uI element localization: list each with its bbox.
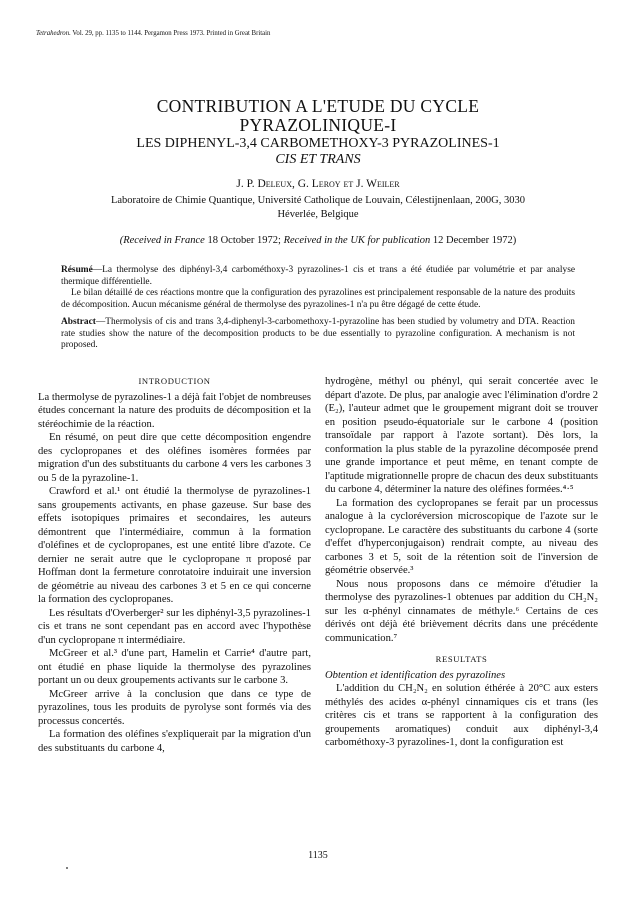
abstract-paragraph xyxy=(61,317,575,352)
right-paragraph-1: hydrogène, méthyl ou phényl, qui serait concertée avec le départ d'azote. De plus, par analogie avec l'élimination d'ordre 2 (E₂), l'auteur admet que le groupement migrant doit se trouver en position pseudo-équatoriale sur le carbone 4 (position transoïdale par rapport à l'azote sortant). Dès lors, la conformation la plus stable de la pyrazoline décomposée prend une grande importance et peut même, en tenant compte de l'aptitude migrationnelle propre de chacun des deux substituants du carbone 4, déterminer la nature des oléfines formées.⁴·⁵ xyxy=(325,376,598,495)
right-paragraph-3: Nous nous proposons dans ce mémoire d'étudier la thermolyse des pyrazolines-1 obtenues par addition du CH₂N₂ sur les α-phényl cinnamates de méthyle.⁶ Certains de ces dérivés ont déjà été brièvement décrits dans une précédente communication.⁷ xyxy=(325,578,598,644)
results-subheading: Obtention et identification des pyrazolines xyxy=(325,669,506,681)
intro-paragraph-1: La thermolyse de pyrazolines-1 a déjà fait l'objet de nombreuses études concernant la nature des produits de décomposition et la stéréochimie de la réaction. xyxy=(38,391,311,430)
paper-subtitle-2: CIS ET TRANS xyxy=(275,152,361,167)
intro-paragraph-4: Les résultats d'Overberger² sur les diphényl-3,5 pyrazolines-1 cis et trans ne sont cependant pas en accord avec l'hypothèse d'un cyclopropane π intermédiaire. xyxy=(38,607,311,646)
page-number: 1135 xyxy=(308,850,328,861)
affiliation-line-2: Héverlée, Belgique xyxy=(277,209,359,220)
journal-citation xyxy=(36,30,270,37)
paper-subtitle: LES DIPHENYL-3,4 CARBOMETHOXY-3 PYRAZOLINES-1 xyxy=(136,136,500,151)
intro-paragraph-5: McGreer et al.³ d'une part, Hamelin et Carrie⁴ d'autre part, ont étudié en phase liquide la thermolyse des pyrazolines portant un ou deux groupements activants sur le carbone 3. xyxy=(38,648,311,686)
intro-paragraph-3: Crawford et al.¹ ont étudié la thermolyse de pyrazolines-1 sans groupements activants, en phase gazeuse. Sur base des effets isotopiques primaires et secondaires, les auteurs démontrent que l'intermédiaire, commun à la formation d'oléfines et de cyclopropanes, est une entité libre d'azote. Ce dernier ne serait autre que le cyclopropane π proposé par Hoffman dont la fermeture conrotatoire induirait une inversion de géométrie au niveau des carbones 3 et 5 en ce qui concerne la formation des cyclopropanes. xyxy=(38,486,311,605)
resume-paragraph-2: Le bilan détaillé de ces réactions montre que la configuration des pyrazolines est principalement responsable de la nature des produits de décomposition. Aucun mécanisme général de thermolyse des pyrazolines-1 n'a pu être dégagé de cette étude. xyxy=(61,288,575,310)
received-date-2: 12 December 1972) xyxy=(430,235,517,246)
intro-paragraph-7: La formation des oléfines s'expliquerait par la migration d'un des substituants du carbone 4, xyxy=(38,729,311,754)
paper-title xyxy=(40,97,596,135)
resume-paragraph-1 xyxy=(61,265,575,288)
left-column xyxy=(38,375,311,755)
received-label-1: (Received in France xyxy=(119,235,205,246)
resume-label: Résumé xyxy=(61,265,93,275)
abstract-block xyxy=(61,317,575,352)
received-label-2: Received in the UK for publication xyxy=(283,235,431,246)
introduction-heading: INTRODUCTION xyxy=(138,376,211,386)
results-paragraph-1: L'addition du CH₂N₂ en solution éthérée à 20°C aux esters méthylés des acides α-phényl cinnamiques cis et trans (les critères cis et trans se rapportent à la configuration des groupements aromatiques) conduit aux diphényl-3,4 carbométhoxy-3 pyrazolines-1, dont la configuration est xyxy=(325,683,598,748)
journal-volume-info: Vol. 29, pp. 1135 to 1144. Pergamon Press 1973. Printed in Great Britain xyxy=(72,30,271,37)
affiliation-line-1: Laboratoire de Chimie Quantique, Université Catholique de Louvain, Célestijnenlaan, 200G, 3030 xyxy=(110,195,526,206)
received-date-1: 18 October 1972; xyxy=(204,235,284,246)
intro-paragraph-2: En résumé, on peut dire que cette décomposition engendre des cyclopropanes et des oléfines isomères formées par migration d'un des substituants du carbone 4 vers les carbones 3 ou 5 de la pyrazoline-1. xyxy=(38,432,311,484)
authors: J. P. Deleux, G. Leroy et J. Weiler xyxy=(236,178,400,190)
resume-block xyxy=(61,265,575,311)
right-column xyxy=(325,375,598,750)
abstract-text: —Thermolysis of cis and trans 3,4-diphenyl-3-carbomethoxy-1-pyrazoline has been studied by volumetry and DTA. Reaction rate studies show the nature of the decomposition products to be due essentially to pyrazoline configuration. A mechanism is not proposed. xyxy=(61,317,575,350)
journal-name: Tetrahedron. xyxy=(36,30,71,37)
intro-paragraph-6: McGreer arrive à la conclusion que dans ce type de pyrazolines, tous les produits de pyrolyse sont formés via des processus concertés. xyxy=(38,688,311,727)
scan-speck xyxy=(66,867,68,869)
affiliation xyxy=(40,194,596,222)
title-line-1: CONTRIBUTION A L'ETUDE DU CYCLE xyxy=(156,96,480,116)
results-heading: RESULTATS xyxy=(435,654,488,664)
received-dates xyxy=(40,234,596,248)
right-paragraph-2: La formation des cyclopropanes se ferait par un processus analogue à la cycloréversion microscopique de l'azote sur le cyclopropane. Le caractère des substituants du carbone 4 (sorte d'effet d'hyperconjugaison) rendrait compte, au niveau des carbones 3 et 5, soit de la rétention soit de l'inversion de géométrie observée.³ xyxy=(325,497,598,576)
title-line-2: PYRAZOLINIQUE-I xyxy=(239,115,397,135)
abstract-label: Abstract xyxy=(61,317,96,327)
resume-text-1: —La thermolyse des diphényl-3,4 carbométhoxy-3 pyrazolines-1 cis et trans a été étudiée par volumétrie et par analyse thermique différentielle. xyxy=(61,265,575,287)
